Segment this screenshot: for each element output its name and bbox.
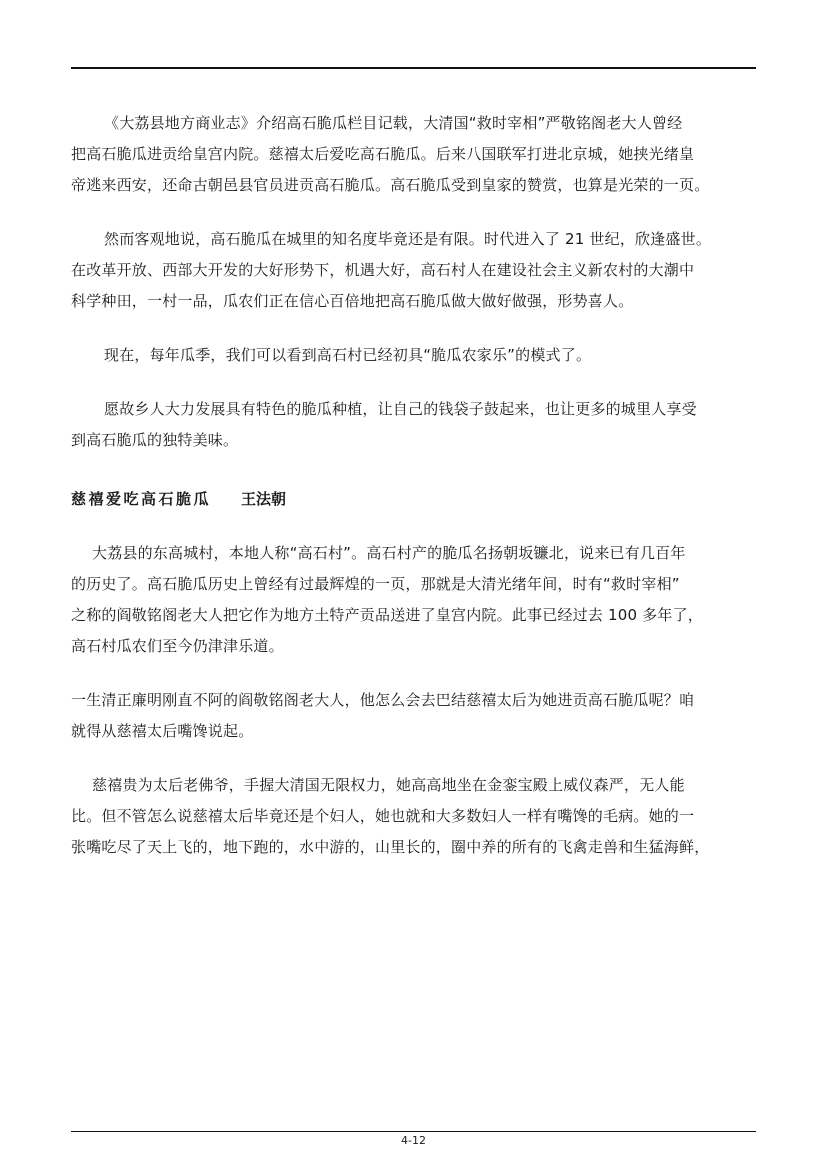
text-line: 现在，每年瓜季，我们可以看到高石村已经初具“脆瓜农家乐”的模式了。 — [104, 346, 592, 364]
footer-rule — [71, 1131, 756, 1132]
text-line: 帝逃来西安，还命古朝邑县官员进贡高石脆瓜。高石脆瓜受到皇家的赞赏，也算是光荣的一页。 — [71, 176, 710, 194]
paragraph-commerce-record — [71, 108, 756, 201]
text-line: 一生清正廉明刚直不阿的阎敬铭阁老大人，他怎么会去巴结慈禧太后为她进贡高石脆瓜呢？咱 — [71, 691, 695, 709]
paragraph-modern-times — [71, 224, 756, 317]
paragraph-wish — [71, 394, 756, 456]
document-body — [71, 108, 756, 863]
section-title: 慈禧爱吃高石脆瓜 — [71, 490, 212, 508]
page-number: 4-12 — [401, 1134, 426, 1147]
text-line: 愿故乡人大力发展具有特色的脆瓜种植，让自己的钱袋子鼓起来，也让更多的城里人享受 — [104, 400, 697, 418]
text-line: 慈禧贵为太后老佛爷，手握大清国无限权力，她高高地坐在金銮宝殿上威仪森严，无人能 — [92, 776, 685, 794]
text-line: 大荔县的东高城村，本地人称“高石村”。高石村产的脆瓜名扬朝坂镰北，说来已有几百年 — [92, 544, 686, 562]
text-line: 把高石脆瓜进贡给皇宫内院。慈禧太后爱吃高石脆瓜。后来八国联军打进北京城，她挟光绪皇 — [71, 145, 695, 163]
text-line: 在改革开放、西部大开发的大好形势下，机遇大好，高石村人在建设社会主义新农村的大潮中 — [71, 261, 695, 279]
text-line: 就得从慈禧太后嘴馋说起。 — [71, 722, 254, 740]
header-rule — [71, 67, 756, 69]
text-line: 到高石脆瓜的独特美味。 — [71, 431, 239, 449]
text-line: 高石村瓜农们至今仍津津乐道。 — [71, 637, 284, 655]
text-line: 张嘴吃尽了天上飞的，地下跑的，水中游的，山里长的，圈中养的所有的飞禽走兽和生猛海鲜， — [71, 838, 710, 856]
paragraph-village-history — [71, 538, 756, 662]
text-line: 然而客观地说，高石脆瓜在城里的知名度毕竟还是有限。时代进入了 21 世纪，欣逢盛世。 — [104, 230, 712, 248]
text-line: 的历史了。高石脆瓜历史上曾经有过最辉煌的一页，那就是大清光绪年间，时有“救时宰相” — [71, 575, 680, 593]
text-line: 《大荔县地方商业志》介绍高石脆瓜栏目记载，大清国“救时宰相”严敬铭阁老大人曾经 — [104, 114, 683, 132]
section-author: 王法朝 — [241, 490, 287, 508]
text-line: 科学种田，一村一品，瓜农们正在信心百倍地把高石脆瓜做大做好做强，形势喜人。 — [71, 292, 634, 310]
paragraph-melon-season — [71, 340, 756, 371]
text-line: 之称的阎敬铭阁老大人把它作为地方土特产贡品送进了皇宫内院。此事已经过去 100 多年了， — [71, 606, 703, 624]
paragraph-empress-dowager — [71, 770, 756, 863]
section-heading — [71, 484, 756, 515]
text-line: 比。但不管怎么说慈禧太后毕竟还是个妇人，她也就和大多数妇人一样有嘴馋的毛病。她的一 — [71, 807, 695, 825]
paragraph-question — [71, 685, 756, 747]
